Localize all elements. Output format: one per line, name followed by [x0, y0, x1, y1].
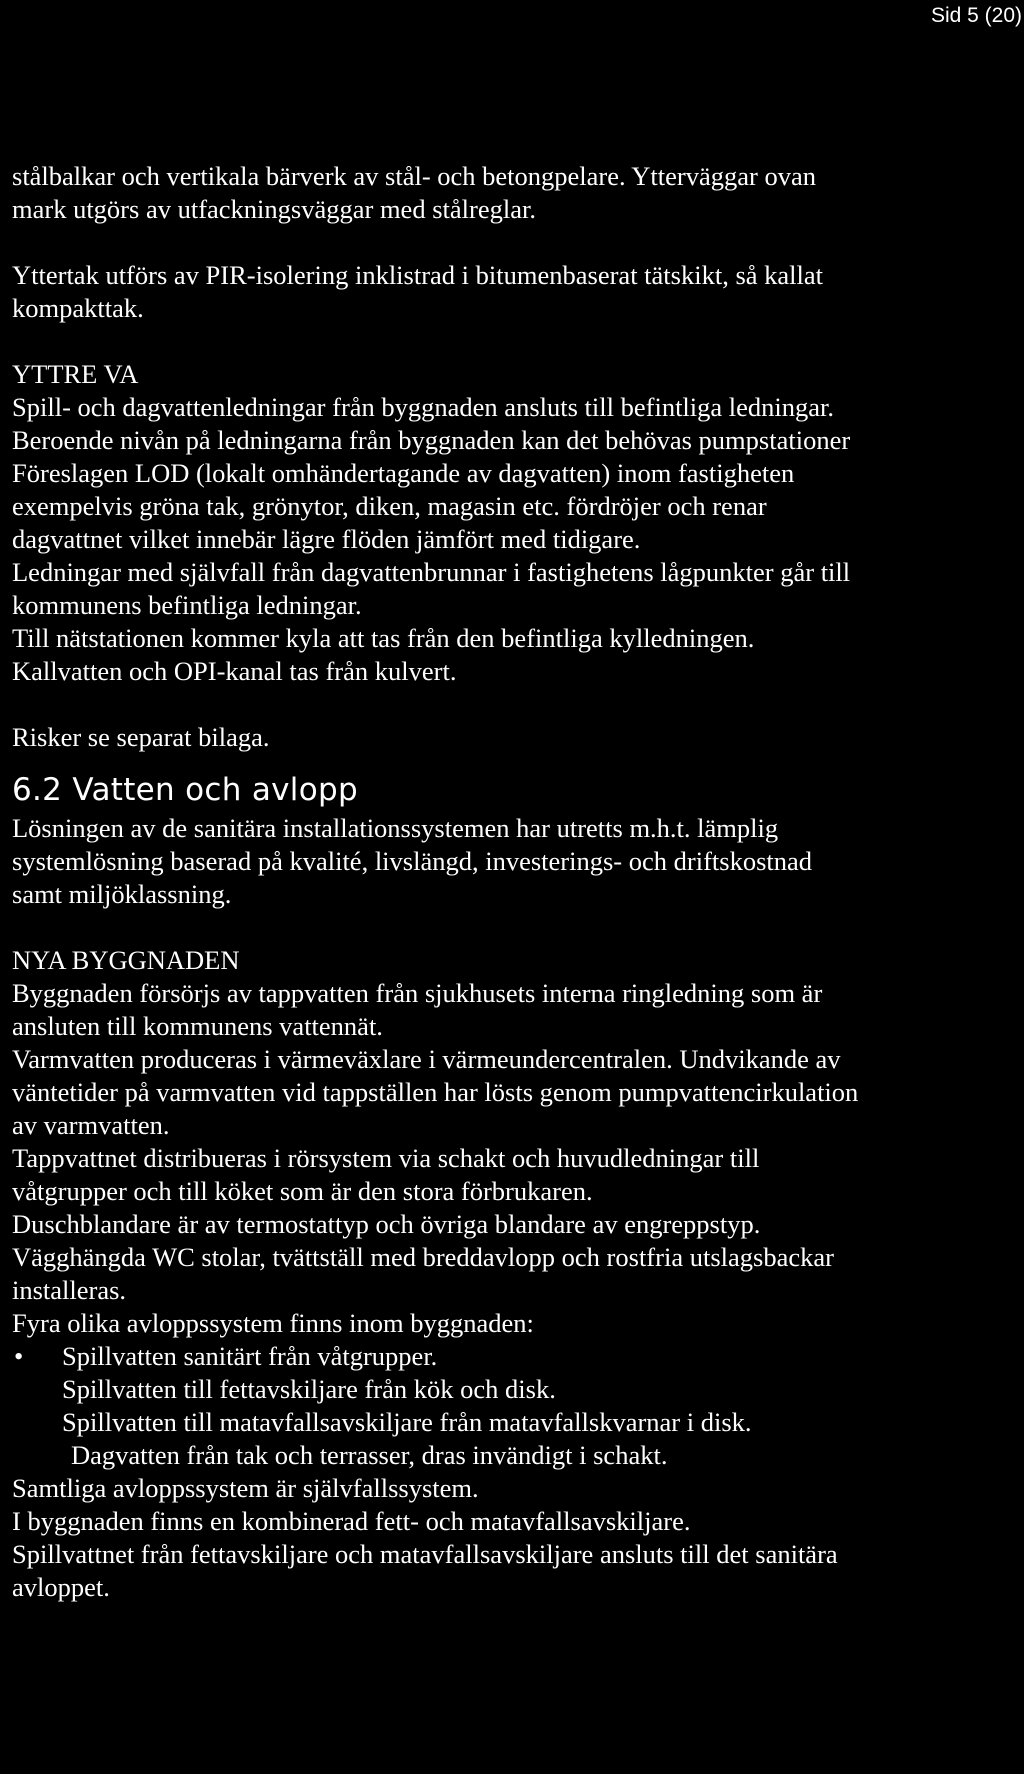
text-line: Beroende nivån på ledningarna från byggnaden kan det behövas pumpstationer [12, 425, 851, 455]
text-line: kompakttak. [12, 293, 144, 323]
text-line: Byggnaden försörjs av tappvatten från sjukhusets interna ringledning som är [12, 978, 823, 1008]
text-line: Fyra olika avloppssystem finns inom byggnaden: [12, 1308, 534, 1338]
avlopp-system-list [12, 1340, 1016, 1472]
text-line: ansluten till kommunens vattennät. [12, 1011, 383, 1041]
text-line: Varmvatten produceras i värmeväxlare i värmeundercentralen. Undvikande av [12, 1044, 841, 1074]
text-line: systemlösning baserad på kvalité, livslängd, investerings- och driftskostnad [12, 846, 813, 876]
text-line: avloppet. [12, 1572, 110, 1602]
text-line: installeras. [12, 1275, 127, 1305]
page-number: Sid 5 (20) [930, 4, 1022, 27]
text-line: Samtliga avloppssystem är självfallssystem. [12, 1473, 479, 1503]
text-line: stålbalkar och vertikala bärverk av stål- och betongpelare. Ytterväggar ovan [12, 161, 816, 191]
text-line: Duschblandare är av termostattyp och övriga blandare av engreppstyp. [12, 1209, 761, 1239]
list-item [12, 1439, 1016, 1472]
list-item-text: Spillvatten till fettavskiljare från kök och disk. [62, 1374, 556, 1404]
text-line: Tappvattnet distribueras i rörsystem via schakt och huvudledningar till [12, 1143, 760, 1173]
text-line: mark utgörs av utfackningsväggar med stålreglar. [12, 194, 536, 224]
text-line: Till nätstationen kommer kyla att tas från den befintliga kylledningen. [12, 623, 755, 653]
list-item-text: Dagvatten från tak och terrasser, dras invändigt i schakt. [71, 1440, 668, 1470]
risker-line: Risker se separat bilaga. [12, 722, 270, 752]
document-body [12, 160, 1016, 1604]
text-line: av varmvatten. [12, 1110, 170, 1140]
list-item [12, 1340, 1016, 1373]
text-line: Föreslagen LOD (lokalt omhändertagande av dagvatten) inom fastigheten [12, 458, 795, 488]
section-heading-6-2: 6.2 Vatten och avlopp [12, 772, 358, 808]
bullet-icon: • [14, 1341, 24, 1371]
list-item [12, 1406, 1016, 1439]
text-line: Spill- och dagvattenledningar från byggnaden ansluts till befintliga ledningar. [12, 392, 835, 422]
text-line: Vägghängda WC stolar, tvättställ med breddavlopp och rostfria utslagsbackar [12, 1242, 834, 1272]
text-line: Ledningar med självfall från dagvattenbrunnar i fastighetens lågpunkter går till [12, 557, 851, 587]
text-line: samt miljöklassning. [12, 879, 232, 909]
text-line: kommunens befintliga ledningar. [12, 590, 362, 620]
list-item-text: Spillvatten till matavfallsavskiljare från matavfallskvarnar i disk. [62, 1407, 752, 1437]
text-line: Yttertak utförs av PIR-isolering inklistrad i bitumenbaserat tätskikt, så kallat [12, 260, 824, 290]
intro-paragraph [12, 160, 1016, 226]
text-line: Spillvattnet från fettavskiljare och matavfallsavskiljare ansluts till det sanitära [12, 1539, 838, 1569]
text-line: exempelvis gröna tak, grönytor, diken, magasin etc. fördröjer och renar [12, 491, 767, 521]
yttre-va-section [12, 358, 1016, 688]
vatten-intro-paragraph [12, 812, 1016, 911]
roof-paragraph [12, 259, 1016, 325]
text-line: våtgrupper och till köket som är den stora förbrukaren. [12, 1176, 593, 1206]
text-line: Lösningen av de sanitära installationssystemen har utretts m.h.t. lämplig [12, 813, 779, 843]
text-line: I byggnaden finns en kombinerad fett- och matavfallsavskiljare. [12, 1506, 691, 1536]
text-line: Kallvatten och OPI-kanal tas från kulvert. [12, 656, 457, 686]
subheading-nya-byggnaden: NYA BYGGNADEN [12, 945, 240, 975]
list-item [12, 1373, 1016, 1406]
list-item-text: Spillvatten sanitärt från våtgrupper. [62, 1341, 438, 1371]
subheading-yttre-va: YTTRE VA [12, 359, 139, 389]
text-line: dagvattnet vilket innebär lägre flöden jämfört med tidigare. [12, 524, 641, 554]
nya-byggnaden-section [12, 944, 1016, 1340]
text-line: väntetider på varmvatten vid tappställen har lösts genom pumpvattencirkulation [12, 1077, 859, 1107]
closing-paragraph [12, 1472, 1016, 1604]
